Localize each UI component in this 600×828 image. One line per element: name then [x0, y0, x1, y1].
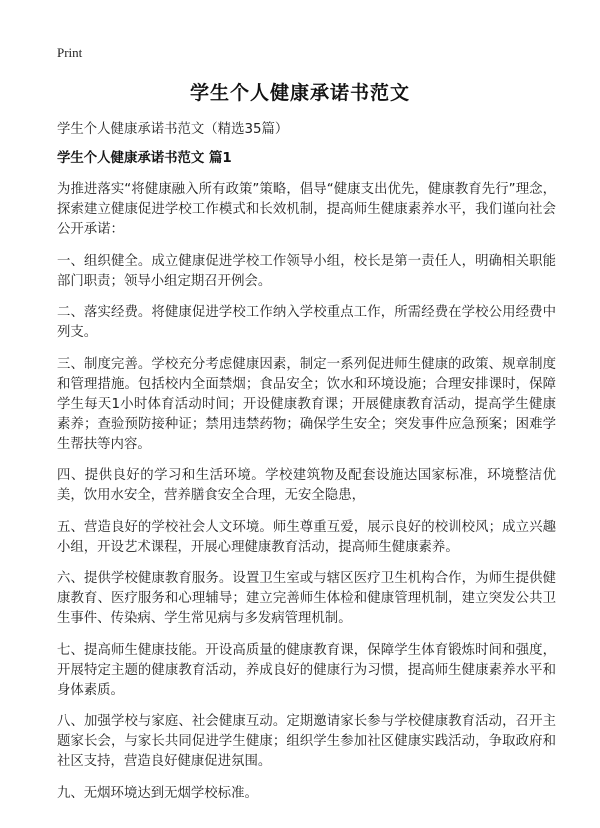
paragraph: 为推进落实“将健康融入所有政策”策略，倡导“健康支出优先，健康教育先行”理念，探索建立健康促进学校工作模式和长效机制，提高师生健康素养水平，我们谨向社会公开承诺： [57, 182, 556, 237]
paragraph: 七、提高师生健康技能。开设高质量的健康教育课，保障学生体育锻炼时间和强度，开展特定主题的健康教育活动，养成良好的健康行为习惯，提高师生健康素养水平和身体素质。 [57, 642, 556, 698]
paragraph: 九、无烟环境达到无烟学校标准。 [57, 785, 258, 801]
print-link[interactable]: Print [57, 45, 83, 60]
document-subtitle: 学生个人健康承诺书范文（精选35篇） [57, 122, 289, 137]
section-heading: 学生个人健康承诺书范文 篇1 [57, 151, 232, 166]
paragraph: 一、组织健全。成立健康促进学校工作领导小组，校长是第一责任人，明确相关职能部门职责；领导小组定期召开例会。 [57, 253, 556, 289]
page-title: 学生个人健康承诺书范文 [189, 82, 410, 104]
document-body [57, 180, 556, 815]
paragraph: 三、制度完善。学校充分考虑健康因素，制定一系列促进师生健康的政策、规章制度和管理措施。包括校内全面禁烟；食品安全；饮水和环境设施；合理安排课时，保障学生每天1小时体育活动时间；开设健康教育课；开展健康教育活动，提高学生健康素养；查验预防接种证；禁用违禁药物；确保学生安全；突发事件应急预案；困难学生帮扶等内容。 [57, 356, 556, 452]
paragraph: 六、提供学校健康教育服务。设置卫生室或与辖区医疗卫生机构合作，为师生提供健康教育、医疗服务和心理辅导；建立完善师生体检和健康管理机制，建立突发公共卫生事件、传染病、学生常见病与多发病管理机制。 [57, 571, 556, 626]
paragraph: 四、提供良好的学习和生活环境。学校建筑物及配套设施达国家标准，环境整洁优美，饮用水安全，营养膳食安全合理，无安全隐患， [57, 468, 556, 503]
paragraph: 二、落实经费。将健康促进学校工作纳入学校重点工作，所需经费在学校公用经费中列支。 [57, 305, 556, 340]
paragraph: 八、加强学校与家庭、社会健康互动。定期邀请家长参与学校健康教育活动，召开主题家长会，与家长共同促进学生健康；组织学生参加社区健康实践活动，争取政府和社区支持，营造良好健康促进氛围。 [57, 714, 556, 769]
paragraph: 五、营造良好的学校社会人文环境。师生尊重互爱，展示良好的校训校风；成立兴趣小组，开设艺术课程，开展心理健康教育活动，提高师生健康素养。 [57, 519, 556, 555]
